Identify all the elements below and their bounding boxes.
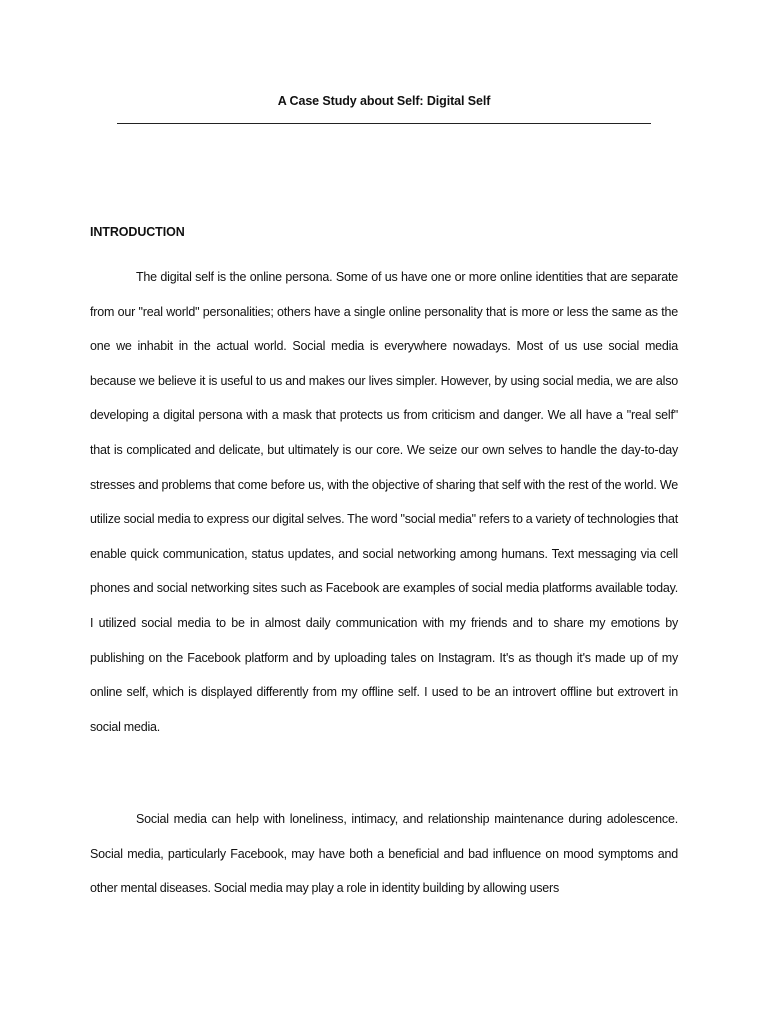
title-underline xyxy=(117,123,651,124)
body-paragraph: The digital self is the online persona. Some of us have one or more online identities that are separate from our "real world" personalities; others have a single online personality that is more or less the same as the one we inhabit in the actual world. Social media is everywhere nowadays. Most of us use social media because we believe it is useful to us and makes our lives simpler. However, by using social media, we are also developing a digital persona with a mask that protects us from criticism and danger. We all have a "real self" that is complicated and delicate, but ultimately is our core. We seize our own selves to handle the day-to-day stresses and problems that come before us, with the objective of sharing that self with the rest of the world. We utilize social media to express our digital selves. The word "social media" refers to a variety of technologies that enable quick communication, status updates, and social networking among humans. Text messaging via cell phones and social networking sites such as Facebook are examples of social media platforms available today. I utilized social media to be in almost daily communication with my friends and to share my emotions by publishing on the Facebook platform and by uploading tales on Instagram. It's as though it's made up of my online self, which is displayed differently from my offline self. I used to be an introvert offline but extrovert in social media. xyxy=(90,270,678,734)
document-title: A Case Study about Self: Digital Self xyxy=(277,94,491,108)
body-paragraph: Social media can help with loneliness, intimacy, and relationship maintenance during adolescence. Social media, particularly Facebook, may have both a beneficial and bad influence on mood symptoms and other mental diseases. Social media may play a role in identity building by allowing users xyxy=(90,812,678,896)
section-heading: INTRODUCTION xyxy=(90,225,185,239)
